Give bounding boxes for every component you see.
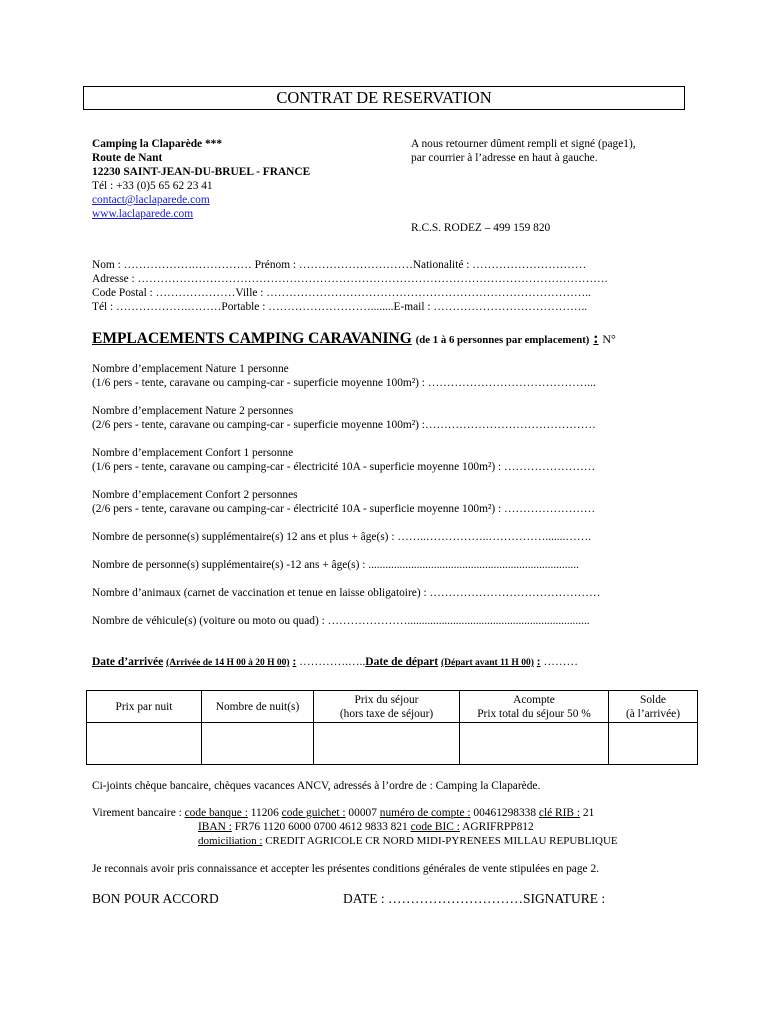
acknowledgement-text: Je reconnais avoir pris connaissance et accepter les présentes conditions générales de vente stipulées en page 2. — [92, 863, 600, 875]
code-guichet-value: 00007 — [348, 807, 377, 819]
item-detail-field[interactable]: (1/6 pers - tente, caravane ou camping-car - électricité 10A - superficie moyenne 100m²) : …………………… — [92, 461, 596, 473]
date-signature-field[interactable]: DATE : …………………………SIGNATURE : — [343, 891, 606, 906]
table-header-row — [87, 691, 698, 723]
contact-field-name-line[interactable]: Nom : ……………….…………… Prénom : …………………………Nationalité : ………………………… — [92, 259, 587, 271]
header-line: Prix total du séjour 50 % — [477, 707, 591, 720]
extra-vehicles-field[interactable]: Nombre de véhicule(s) (voiture ou moto ou quad) : …………………................................................................ — [92, 615, 590, 627]
domiciliation-value: CREDIT AGRICOLE CR NORD MIDI-PYRENEES MILLAU REPUBLIQUE — [265, 835, 618, 847]
table-header-balance — [609, 691, 698, 723]
contact-field-address-line[interactable]: Adresse : ……………………………………………………………………………………………………………. — [92, 273, 608, 285]
return-notice-line1: A nous retourner dûment rempli et signé (page1), — [411, 138, 636, 150]
table-header-nights — [202, 691, 314, 723]
return-notice-line2: par courrier à l’adresse en haut à gauche. — [411, 152, 598, 164]
arrival-date-field[interactable]: ………….….. — [299, 656, 366, 668]
code-banque-value: 11206 — [250, 807, 279, 819]
item-label: Nombre d’emplacement Confort 1 personne — [92, 447, 294, 459]
section-heading-subtitle: (de 1 à 6 personnes par emplacement) — [415, 334, 590, 346]
departure-hours: (Départ avant 11 H 00) — [440, 658, 534, 668]
iban-label: IBAN : — [198, 821, 232, 833]
table-cell-nights[interactable] — [202, 723, 314, 765]
domiciliation-line — [198, 834, 618, 848]
arrival-colon: : — [292, 656, 297, 668]
bank-transfer-line — [92, 806, 594, 820]
bic-label: code BIC : — [410, 821, 460, 833]
item-detail-field[interactable]: (2/6 pers - tente, caravane ou camping-car - superficie moyenne 100m²) :……………………………………… — [92, 419, 596, 431]
extra-children-field[interactable]: Nombre de personne(s) supplémentaire(s) -12 ans + âge(s) : .......................................................................... — [92, 559, 579, 571]
rcs-number: R.C.S. RODEZ – 499 159 820 — [411, 222, 551, 234]
item-label: Nombre d’emplacement Nature 1 personne — [92, 363, 289, 375]
table-cell-stay-price[interactable] — [314, 723, 460, 765]
extra-adults-field[interactable]: Nombre de personne(s) supplémentaire(s) 12 ans et plus + âge(s) : ……..……………..…………….......……. — [92, 531, 591, 543]
header-line: Prix du séjour — [354, 693, 419, 706]
table-cell-price-per-night[interactable] — [87, 723, 202, 765]
camping-street: Route de Nant — [92, 152, 163, 164]
camping-email-link[interactable]: contact@laclaparede.com — [92, 194, 210, 206]
item-label: Nombre d’emplacement Nature 2 personnes — [92, 405, 294, 417]
price-table — [86, 690, 698, 765]
section-heading-title: EMPLACEMENTS CAMPING CARAVANING — [92, 330, 412, 347]
page-title: CONTRAT DE RESERVATION — [83, 86, 685, 110]
arrival-hours: (Arrivée de 14 H 00 à 20 H 00) — [166, 658, 290, 668]
bic-value: AGRIFRPP812 — [462, 821, 534, 833]
section-number-label: N° — [602, 332, 616, 346]
camping-name: Camping la Claparède *** — [92, 138, 223, 150]
dates-line — [92, 656, 578, 668]
section-heading-colon: : — [593, 330, 599, 347]
header-line: (hors taxe de séjour) — [339, 707, 434, 720]
departure-date-field[interactable]: ……… — [543, 656, 578, 668]
code-banque-label: code banque : — [184, 807, 248, 819]
iban-line — [198, 820, 534, 834]
camping-city: 12230 SAINT-JEAN-DU-BRUEL - FRANCE — [92, 166, 311, 178]
item-detail-field[interactable]: (1/6 pers - tente, caravane ou camping-car - superficie moyenne 100m²) : ……………………………………... — [92, 377, 596, 389]
header-line: Prix par nuit — [115, 700, 173, 713]
section-heading — [92, 330, 616, 348]
transfer-label: Virement bancaire : — [92, 807, 182, 819]
camping-website-link[interactable]: www.laclaparede.com — [92, 208, 194, 220]
account-number-label: numéro de compte : — [379, 807, 471, 819]
table-header-price-per-night — [87, 691, 202, 723]
departure-date-label: Date de départ — [365, 656, 439, 668]
arrival-date-label: Date d’arrivée — [92, 656, 164, 668]
table-header-stay-price — [314, 691, 460, 723]
table-header-deposit — [460, 691, 609, 723]
header-line: Nombre de nuit(s) — [215, 700, 300, 713]
item-label: Nombre d’emplacement Confort 2 personnes — [92, 489, 298, 501]
iban-value: FR76 1120 6000 0700 4612 9833 821 — [234, 821, 408, 833]
table-cell-deposit[interactable] — [460, 723, 609, 765]
payment-cheques-text: Ci-joints chèque bancaire, chèques vacances ANCV, adressés à l’ordre de : Camping la Claparède. — [92, 780, 541, 792]
header-line: Solde — [640, 693, 666, 706]
rib-key-label: clé RIB : — [538, 807, 581, 819]
header-line: (à l’arrivée) — [625, 707, 681, 720]
table-cell-balance[interactable] — [609, 723, 698, 765]
camping-phone: Tél : +33 (0)5 65 62 23 41 — [92, 180, 213, 192]
extra-animals-field[interactable]: Nombre d’animaux (carnet de vaccination et tenue en laisse obligatoire) : ……………………………………… — [92, 587, 601, 599]
bon-pour-accord: BON POUR ACCORD — [92, 891, 219, 906]
account-number-value: 00461298338 — [473, 807, 537, 819]
code-guichet-label: code guichet : — [281, 807, 346, 819]
header-line: Acompte — [513, 693, 555, 706]
contact-field-phone-line[interactable]: Tél : ……………….………Portable : ………………………........E-mail : ………………………………….. — [92, 301, 588, 313]
table-row — [87, 723, 698, 765]
rib-key-value: 21 — [582, 807, 595, 819]
item-detail-field[interactable]: (2/6 pers - tente, caravane ou camping-car - électricité 10A - superficie moyenne 100m²) : …………………… — [92, 503, 596, 515]
departure-colon: : — [536, 656, 541, 668]
domiciliation-label: domiciliation : — [198, 835, 263, 847]
contact-field-postal-line[interactable]: Code Postal : …………………Ville : ………………………………………………………………………….. — [92, 287, 591, 299]
